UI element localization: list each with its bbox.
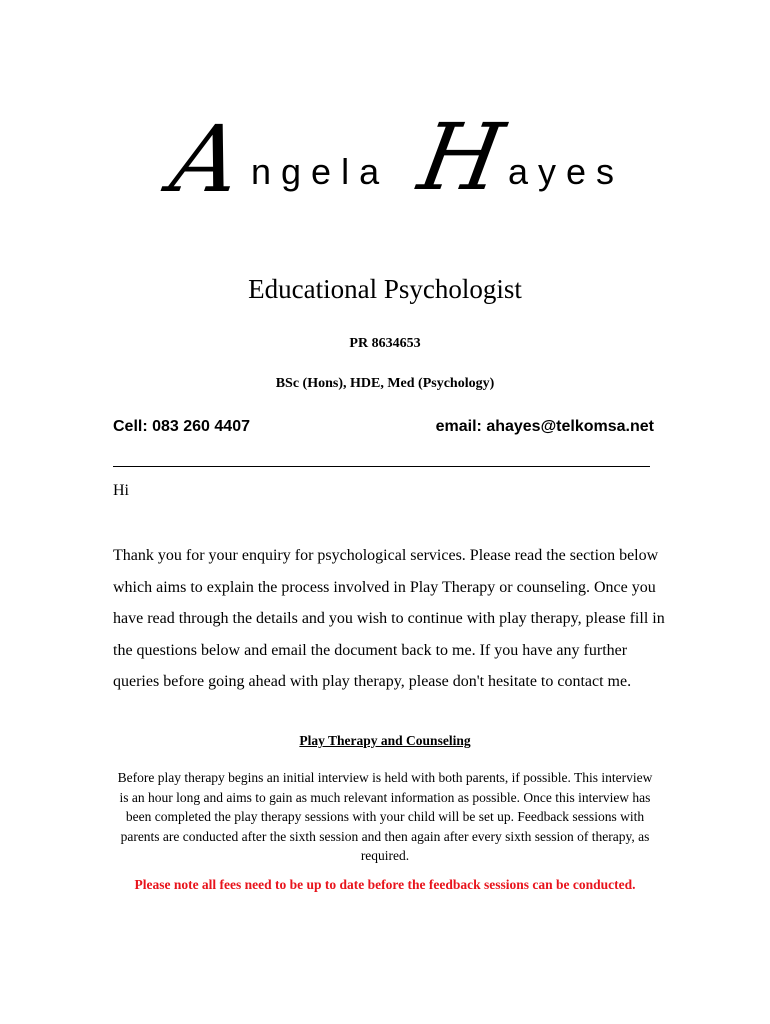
intro-paragraph [113, 540, 673, 698]
profession-title: Educational Psychologist [248, 274, 522, 304]
qualifications: BSc (Hons), HDE, Med (Psychology) [275, 376, 495, 391]
section-heading: Play Therapy and Counseling [299, 733, 471, 748]
name-last-rest: ayes [508, 151, 625, 192]
fees-note: Please note all fees need to be up to date before the feedback sessions can be conducted. [134, 877, 636, 892]
divider-rule [113, 466, 650, 467]
email-address: email: ahayes@telkomsa.net [435, 418, 654, 435]
registration-number: PR 8634653 [349, 336, 421, 351]
name-first-rest: ngela [251, 151, 390, 192]
section-paragraph: Before play therapy begins an initial interview is held with both parents, if possible. This interview is an hour long and aims to gain as much relevant information as possible. Once this interview has been completed the play therapy sessions with your child will be set up. Feedback sessions with parents are conducted after the sixth session and then again after every sixth session of therapy, as required. [117, 770, 653, 863]
cell-number: Cell: 083 260 4407 [113, 418, 250, 435]
greeting: Hi [113, 482, 129, 499]
name-initial-h: H [411, 104, 507, 211]
name-initial-a: A [163, 106, 245, 213]
intro-text: Thank you for your enquiry for psychological services. Please read the section below which aims to explain the process involved in Play Therapy or counseling. Once you have read through the details and you wish to continue with play therapy, please fill in the questions below and email the document back to me. If you have any further queries before going ahead with play therapy, please don't hesitate to contact me. [113, 547, 665, 690]
letterhead-name [163, 104, 625, 213]
